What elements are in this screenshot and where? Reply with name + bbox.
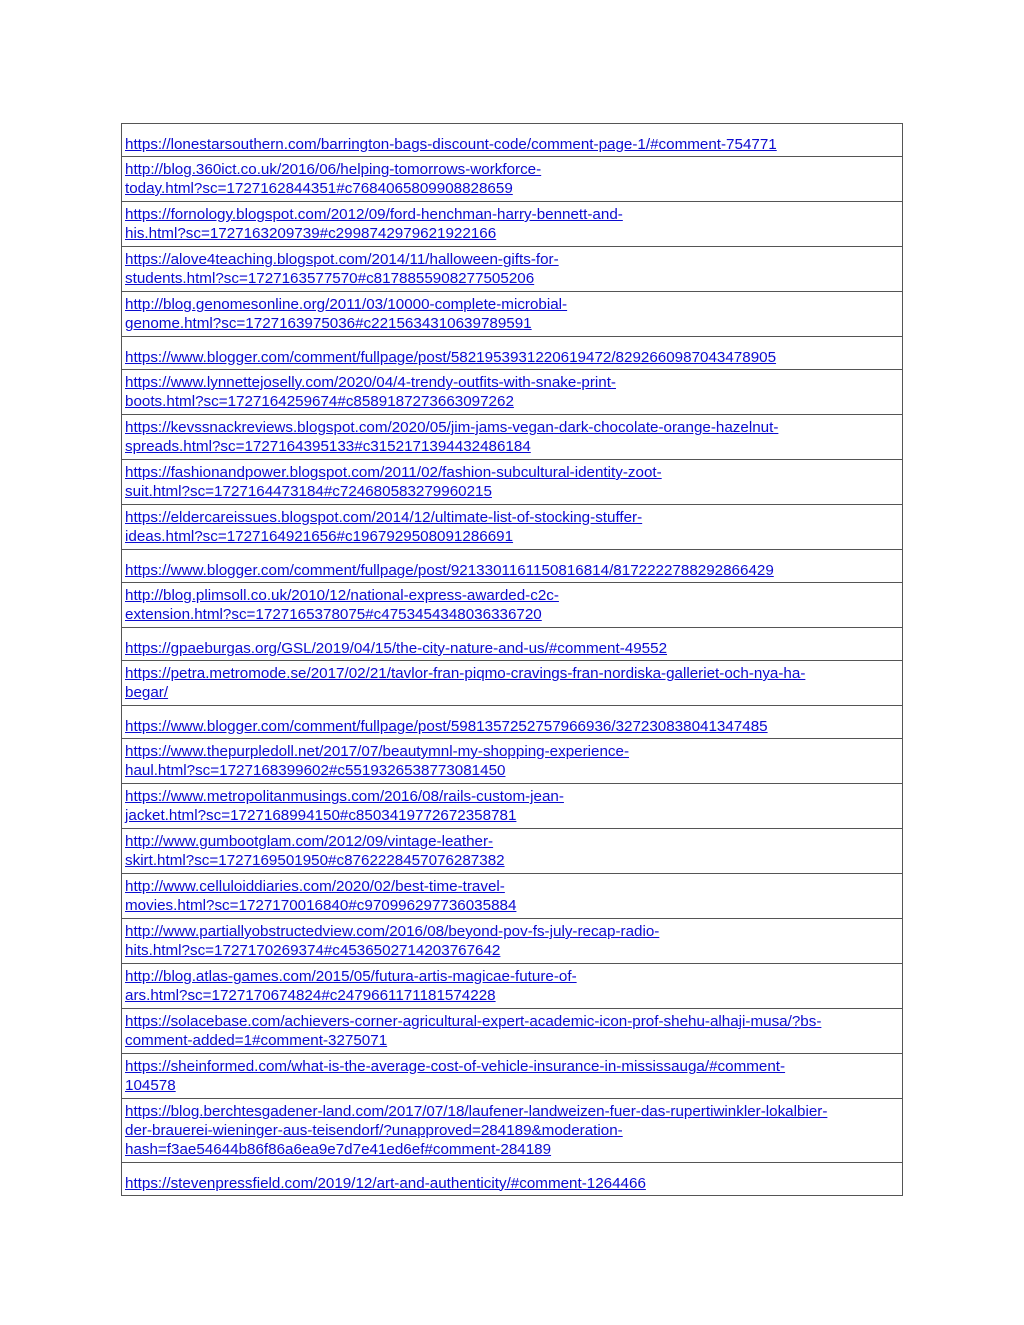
table-row — [122, 1099, 903, 1163]
table-cell — [122, 661, 903, 706]
url-link[interactable]: https://www.blogger.com/comment/fullpage/post/9213301161150816814/8172222788292866429 — [125, 561, 774, 579]
table-cell — [122, 157, 903, 202]
url-link[interactable]: genome.html?sc=1727163975036#c2215634310639789591 — [125, 315, 532, 332]
table-row — [122, 1163, 903, 1196]
url-link[interactable]: begar/ — [125, 684, 169, 701]
url-link[interactable]: https://lonestarsouthern.com/barrington-bags-discount-code/comment-page-1/#comment-754771 — [125, 135, 777, 153]
table-row — [122, 460, 903, 505]
url-link[interactable]: https://fashionandpower.blogspot.com/2011/02/fashion-subcultural-identity-zoot- — [125, 464, 662, 481]
link-table — [121, 123, 903, 1196]
table-cell — [122, 583, 903, 628]
table-row — [122, 919, 903, 964]
table-cell — [122, 1163, 903, 1196]
url-link[interactable]: http://www.partiallyobstructedview.com/2016/08/beyond-pov-fs-july-recap-radio- — [125, 923, 660, 940]
table-cell — [122, 706, 903, 739]
table-row — [122, 337, 903, 370]
table-cell — [122, 964, 903, 1009]
table-cell — [122, 784, 903, 829]
url-link[interactable]: https://www.lynnettejoselly.com/2020/04/4-trendy-outfits-with-snake-print- — [125, 374, 616, 391]
table-cell — [122, 919, 903, 964]
table-cell — [122, 829, 903, 874]
table-row — [122, 583, 903, 628]
table-row — [122, 1009, 903, 1054]
table-cell — [122, 1054, 903, 1099]
table-row — [122, 157, 903, 202]
url-link[interactable]: https://www.metropolitanmusings.com/2016/08/rails-custom-jean- — [125, 788, 564, 805]
table-cell — [122, 505, 903, 550]
table-cell — [122, 415, 903, 460]
table-cell — [122, 124, 903, 157]
url-link[interactable]: der-brauerei-wieninger-aus-teisendorf/?unapproved=284189&moderation- — [125, 1122, 623, 1139]
url-link[interactable]: https://sheinformed.com/what-is-the-average-cost-of-vehicle-insurance-in-mississauga/#comment- — [125, 1058, 786, 1075]
url-link[interactable]: skirt.html?sc=1727169501950#c8762228457076287382 — [125, 852, 505, 869]
url-link[interactable]: ideas.html?sc=1727164921656#c1967929508091286691 — [125, 528, 514, 545]
url-link[interactable]: https://stevenpressfield.com/2019/12/art-and-authenticity/#comment-1264466 — [125, 1174, 646, 1192]
table-row — [122, 628, 903, 661]
table-row — [122, 964, 903, 1009]
url-link[interactable]: https://eldercareissues.blogspot.com/2014/12/ultimate-list-of-stocking-stuffer- — [125, 509, 643, 526]
table-cell — [122, 460, 903, 505]
url-link[interactable]: his.html?sc=1727163209739#c2998742979621922166 — [125, 225, 497, 242]
url-link[interactable]: http://blog.genomesonline.org/2011/03/10000-complete-microbial- — [125, 296, 568, 313]
url-link[interactable]: https://kevssnackreviews.blogspot.com/2020/05/jim-jams-vegan-dark-chocolate-orange-hazelnut- — [125, 419, 779, 436]
table-row — [122, 202, 903, 247]
url-link[interactable]: https://blog.berchtesgadener-land.com/2017/07/18/laufener-landweizen-fuer-das-rupertiwinkler-lokalbier- — [125, 1103, 828, 1120]
table-row — [122, 874, 903, 919]
url-link[interactable]: https://www.blogger.com/comment/fullpage/post/5821953931220619472/8292660987043478905 — [125, 348, 777, 366]
url-link[interactable]: https://www.thepurpledoll.net/2017/07/beautymnl-my-shopping-experience- — [125, 743, 630, 760]
table-cell — [122, 874, 903, 919]
table-row — [122, 292, 903, 337]
table-cell — [122, 550, 903, 583]
url-link[interactable]: http://blog.plimsoll.co.uk/2010/12/national-express-awarded-c2c- — [125, 587, 559, 604]
url-link[interactable]: suit.html?sc=1727164473184#c724680583279960215 — [125, 483, 492, 500]
table-row — [122, 829, 903, 874]
table-row — [122, 784, 903, 829]
url-link[interactable]: hash=f3ae54644b86f86a6ea9e7d7e41ed6ef#comment-284189 — [125, 1141, 552, 1158]
table-cell — [122, 247, 903, 292]
url-link[interactable]: students.html?sc=1727163577570#c8178855908277505206 — [125, 270, 535, 287]
url-link[interactable]: haul.html?sc=1727168399602#c5519326538773081450 — [125, 762, 506, 779]
url-link[interactable]: https://fornology.blogspot.com/2012/09/ford-henchman-harry-bennett-and- — [125, 206, 623, 223]
table-row — [122, 1054, 903, 1099]
table-row — [122, 706, 903, 739]
url-link[interactable]: today.html?sc=1727162844351#c7684065809908828659 — [125, 180, 513, 197]
table-cell — [122, 1099, 903, 1163]
url-link[interactable]: https://www.blogger.com/comment/fullpage/post/5981357252757966936/327230838041347485 — [125, 717, 768, 735]
url-link[interactable]: ars.html?sc=1727170674824#c2479661171181574228 — [125, 987, 496, 1004]
url-link[interactable]: http://www.gumbootglam.com/2012/09/vintage-leather- — [125, 833, 494, 850]
table-cell — [122, 292, 903, 337]
table-cell — [122, 370, 903, 415]
url-link[interactable]: extension.html?sc=1727165378075#c4753454348036336720 — [125, 606, 542, 623]
table-row — [122, 505, 903, 550]
table-cell — [122, 202, 903, 247]
table-cell — [122, 739, 903, 784]
url-link[interactable]: 104578 — [125, 1077, 176, 1094]
url-link[interactable]: http://blog.atlas-games.com/2015/05/futura-artis-magicae-future-of- — [125, 968, 577, 985]
url-link[interactable]: https://solacebase.com/achievers-corner-agricultural-expert-academic-icon-prof-shehu-alhaji-musa/?bs- — [125, 1013, 822, 1030]
url-link[interactable]: comment-added=1#comment-3275071 — [125, 1032, 388, 1049]
table-row — [122, 124, 903, 157]
url-link[interactable]: movies.html?sc=1727170016840#c970996297736035884 — [125, 897, 517, 914]
url-link[interactable]: spreads.html?sc=1727164395133#c3152171394432486184 — [125, 438, 531, 455]
url-link[interactable]: http://www.celluloiddiaries.com/2020/02/best-time-travel- — [125, 878, 505, 895]
table-row — [122, 550, 903, 583]
table-cell — [122, 337, 903, 370]
table-row — [122, 370, 903, 415]
link-table-body — [122, 124, 903, 1196]
table-row — [122, 739, 903, 784]
url-link[interactable]: hits.html?sc=1727170269374#c4536502714203767642 — [125, 942, 501, 959]
url-link[interactable]: http://blog.360ict.co.uk/2016/06/helping-tomorrows-workforce- — [125, 161, 542, 178]
url-link[interactable]: https://petra.metromode.se/2017/02/21/tavlor-fran-piqmo-cravings-fran-nordiska-galleriet-och-nya-ha- — [125, 665, 806, 682]
table-row — [122, 661, 903, 706]
url-link[interactable]: jacket.html?sc=1727168994150#c8503419772672358781 — [125, 807, 517, 824]
table-cell — [122, 1009, 903, 1054]
table-row — [122, 247, 903, 292]
table-row — [122, 415, 903, 460]
url-link[interactable]: boots.html?sc=1727164259674#c8589187273663097262 — [125, 393, 514, 410]
url-link[interactable]: https://gpaeburgas.org/GSL/2019/04/15/the-city-nature-and-us/#comment-49552 — [125, 639, 668, 657]
url-link[interactable]: https://alove4teaching.blogspot.com/2014/11/halloween-gifts-for- — [125, 251, 559, 268]
table-cell — [122, 628, 903, 661]
